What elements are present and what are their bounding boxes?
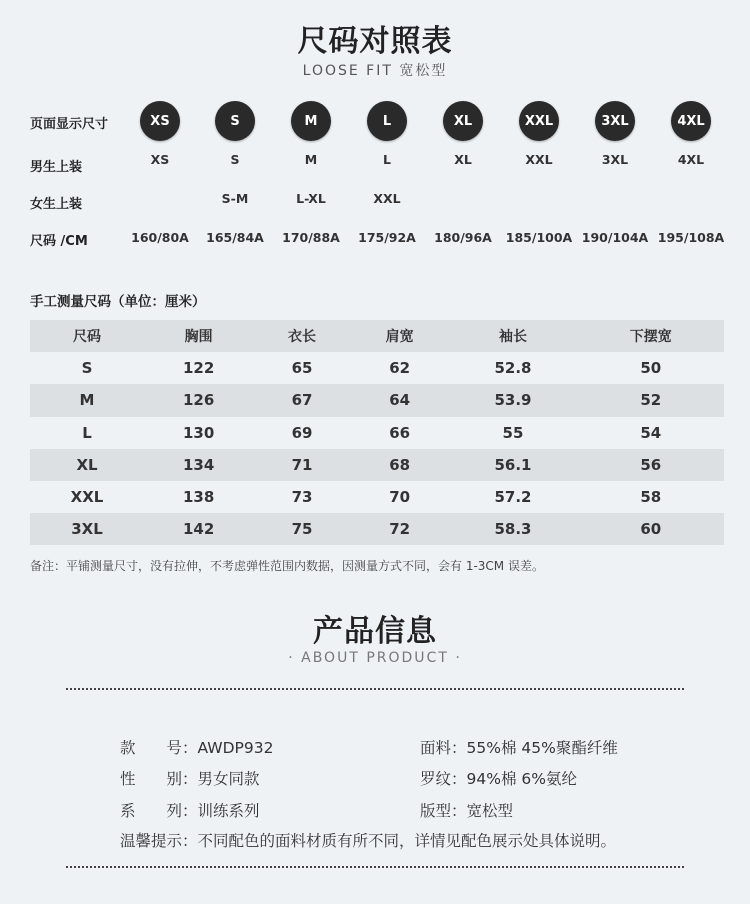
table-cell: 55 bbox=[502, 423, 524, 442]
table-cell: 69 bbox=[291, 423, 313, 442]
size-cell-cm: 170/88A bbox=[282, 230, 340, 245]
table-cell: 72 bbox=[389, 520, 411, 539]
row-label-men: 男生上装 bbox=[30, 160, 83, 175]
size-cell-women: XXL bbox=[373, 191, 401, 206]
row-label-women: 女生上装 bbox=[30, 197, 83, 212]
size-cell-cm: 195/108A bbox=[657, 230, 725, 245]
size-chart-subtitle: LOOSE FIT 宽松型 bbox=[302, 63, 448, 79]
table-cell: 58.3 bbox=[494, 520, 532, 539]
table-row bbox=[30, 352, 724, 384]
table-cell: 66 bbox=[389, 423, 411, 442]
table-cell: 3XL bbox=[71, 520, 103, 539]
table-cell: 67 bbox=[291, 391, 313, 410]
size-circle: S bbox=[215, 101, 255, 141]
row-label-display-size: 页面显示尺寸 bbox=[30, 117, 109, 132]
size-cell-cm: 180/96A bbox=[434, 230, 492, 245]
rib: 罗纹：94%棉 6%氨纶 bbox=[420, 770, 577, 788]
size-circle: L bbox=[367, 101, 407, 141]
table-cell: 75 bbox=[291, 520, 313, 539]
table-cell: 62 bbox=[389, 359, 411, 378]
table-cell: S bbox=[81, 359, 93, 378]
table-row bbox=[30, 513, 724, 545]
table-cell: 73 bbox=[291, 488, 313, 507]
divider-top bbox=[66, 688, 684, 690]
table-cell: XL bbox=[76, 455, 98, 474]
measure-note: 备注：平铺测量尺寸，没有拉伸，不考虑弹性范围内数据，因测量方式不同，会有 1-3CM 误差。 bbox=[30, 559, 544, 573]
table-cell: XXL bbox=[70, 488, 104, 507]
header-cell: 尺码 bbox=[73, 329, 102, 346]
header-cell: 胸围 bbox=[184, 329, 213, 346]
size-cell-cm: 185/100A bbox=[505, 230, 573, 245]
table-cell: 142 bbox=[182, 520, 215, 539]
size-cell-cm: 175/92A bbox=[358, 230, 416, 245]
size-circle: XXL bbox=[519, 101, 559, 141]
table-cell: 68 bbox=[389, 455, 411, 474]
header-cell: 下摆宽 bbox=[629, 329, 672, 346]
size-cell-cm: 190/104A bbox=[581, 230, 649, 245]
table-row bbox=[30, 417, 724, 449]
table-cell: 70 bbox=[389, 488, 411, 507]
size-cell-men: L bbox=[383, 152, 391, 167]
measure-title: 手工测量尺码（单位：厘米） bbox=[30, 294, 206, 310]
size-cell-men: XL bbox=[454, 152, 472, 167]
table-row bbox=[30, 384, 724, 416]
gender: 性 别：男女同款 bbox=[120, 770, 260, 788]
table-cell: M bbox=[79, 391, 95, 410]
table-cell: 50 bbox=[640, 359, 662, 378]
size-cell-men: 3XL bbox=[601, 152, 629, 167]
header-cell: 肩宽 bbox=[385, 329, 414, 346]
product-subtitle: · ABOUT PRODUCT · bbox=[288, 650, 462, 666]
size-cell-men: 4XL bbox=[677, 152, 705, 167]
size-cell-cm: 160/80A bbox=[131, 230, 189, 245]
size-cell-men: XS bbox=[150, 152, 170, 167]
size-circle: XS bbox=[140, 101, 180, 141]
row-label-cm: 尺码 /CM bbox=[30, 234, 88, 249]
table-cell: 53.9 bbox=[494, 391, 532, 410]
size-cell-women: L-XL bbox=[296, 191, 326, 206]
table-cell: 64 bbox=[389, 391, 411, 410]
table-row bbox=[30, 481, 724, 513]
measure-table bbox=[30, 320, 724, 545]
size-circle: 4XL bbox=[671, 101, 711, 141]
header-cell: 袖长 bbox=[498, 329, 527, 346]
header-cell: 衣长 bbox=[288, 329, 317, 346]
table-cell: 71 bbox=[291, 455, 313, 474]
table-cell: 52.8 bbox=[494, 359, 532, 378]
table-row bbox=[30, 449, 724, 481]
divider-bottom bbox=[66, 866, 684, 868]
fabric: 面料：55%棉 45%聚酯纤维 bbox=[420, 739, 618, 757]
tip: 温馨提示：不同配色的面料材质有所不同，详情见配色展示处具体说明。 bbox=[120, 832, 617, 850]
table-cell: 126 bbox=[182, 391, 215, 410]
table-cell: 57.2 bbox=[494, 488, 532, 507]
table-cell: 138 bbox=[182, 488, 215, 507]
size-circle: M bbox=[291, 101, 331, 141]
table-cell: 65 bbox=[291, 359, 313, 378]
table-cell: L bbox=[82, 423, 92, 442]
size-chart-title: 尺码对照表 bbox=[297, 24, 453, 59]
series: 系 列：训练系列 bbox=[120, 802, 260, 820]
table-cell: 122 bbox=[182, 359, 215, 378]
size-cell-men: M bbox=[304, 152, 318, 167]
size-circle: 3XL bbox=[595, 101, 635, 141]
size-cell-men: XXL bbox=[525, 152, 553, 167]
size-circle: XL bbox=[443, 101, 483, 141]
table-cell: 54 bbox=[640, 423, 662, 442]
table-cell: 134 bbox=[182, 455, 215, 474]
table-cell: 56.1 bbox=[494, 455, 532, 474]
table-cell: 52 bbox=[640, 391, 662, 410]
table-cell: 130 bbox=[182, 423, 215, 442]
size-cell-men: S bbox=[230, 152, 240, 167]
item-number: 款 号：AWDP932 bbox=[120, 739, 274, 757]
table-cell: 58 bbox=[640, 488, 662, 507]
table-cell: 56 bbox=[640, 455, 662, 474]
product-title: 产品信息 bbox=[313, 614, 437, 649]
table-cell: 60 bbox=[640, 520, 662, 539]
measure-header-row bbox=[30, 320, 724, 352]
size-cell-women: S-M bbox=[221, 191, 249, 206]
size-cell-cm: 165/84A bbox=[206, 230, 264, 245]
fit: 版型：宽松型 bbox=[420, 802, 514, 820]
